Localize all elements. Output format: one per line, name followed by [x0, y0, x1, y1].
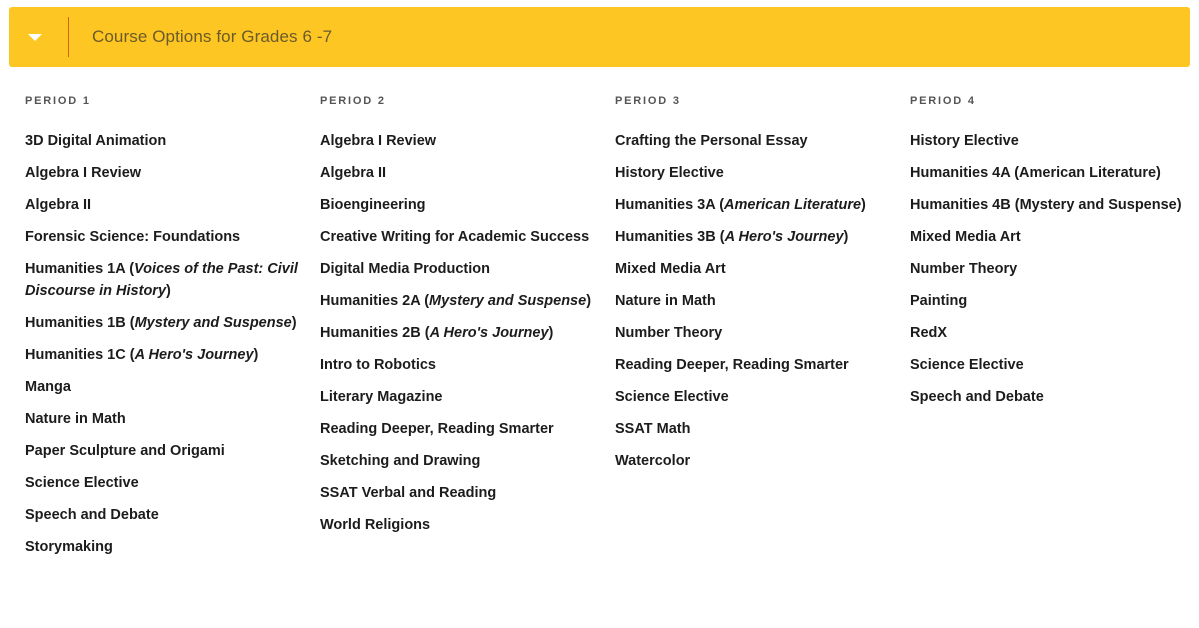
course-item — [25, 162, 305, 184]
course-item — [25, 472, 305, 494]
course-title: ) — [253, 347, 259, 363]
course-title: Humanities 4A (American Literature) — [910, 165, 1161, 181]
course-title: Algebra II — [320, 165, 387, 181]
course-item — [615, 290, 895, 312]
course-title: Science Elective — [910, 357, 1024, 373]
course-list — [615, 130, 895, 472]
course-title: Algebra I Review — [25, 165, 142, 181]
course-item — [320, 162, 600, 184]
course-title: Speech and Debate — [25, 507, 159, 523]
course-list — [320, 130, 600, 536]
course-title: Manga — [25, 379, 71, 395]
course-item — [910, 258, 1190, 280]
course-title: Reading Deeper, Reading Smarter — [615, 357, 849, 373]
course-item — [320, 514, 600, 536]
course-title: Intro to Robotics — [320, 357, 436, 373]
course-title: Number Theory — [910, 261, 1018, 277]
period-heading: PERIOD 3 — [615, 95, 681, 107]
course-title: Creative Writing for Academic Success — [320, 229, 590, 245]
course-item — [615, 226, 895, 248]
accordion-title: Course Options for Grades 6 -7 — [92, 27, 333, 46]
course-item — [25, 408, 305, 430]
course-item — [910, 290, 1190, 312]
period-column-2 — [320, 94, 600, 546]
course-item — [615, 194, 895, 216]
course-subtitle: A Hero's Journey — [429, 325, 549, 341]
course-item — [615, 258, 895, 280]
course-title: SSAT Verbal and Reading — [320, 485, 497, 501]
course-item — [25, 344, 305, 366]
course-title: Painting — [910, 293, 968, 309]
accordion-toggle[interactable] — [9, 17, 69, 57]
course-title: History Elective — [910, 133, 1019, 149]
course-title: Storymaking — [25, 539, 113, 555]
chevron-down-icon[interactable] — [28, 34, 42, 41]
course-title: 3D Digital Animation — [25, 133, 167, 149]
course-title: Nature in Math — [615, 293, 716, 309]
course-item — [910, 226, 1190, 248]
course-title: Algebra I Review — [320, 133, 437, 149]
course-item — [615, 130, 895, 152]
course-item — [25, 376, 305, 398]
course-title: Algebra II — [25, 197, 92, 213]
course-title: Watercolor — [615, 453, 691, 469]
course-item — [910, 386, 1190, 408]
course-title: Mixed Media Art — [615, 261, 726, 277]
course-title: Number Theory — [615, 325, 723, 341]
course-item — [25, 440, 305, 462]
course-item — [910, 194, 1190, 216]
course-subtitle: A Hero's Journey — [134, 347, 254, 363]
period-heading: PERIOD 2 — [320, 95, 386, 107]
course-item — [320, 194, 600, 216]
course-title: ) — [861, 197, 866, 213]
course-item — [910, 130, 1190, 152]
course-item — [910, 322, 1190, 344]
course-item — [615, 354, 895, 376]
course-item — [320, 450, 600, 472]
course-subtitle: American Literature — [724, 197, 862, 213]
course-title: Sketching and Drawing — [320, 453, 481, 469]
course-title: Speech and Debate — [910, 389, 1044, 405]
period-heading: PERIOD 4 — [910, 95, 976, 107]
course-title: World Religions — [320, 517, 431, 533]
course-title: SSAT Math — [615, 421, 691, 437]
course-title: Digital Media Production — [320, 261, 490, 277]
course-item — [320, 482, 600, 504]
course-title: ) — [166, 283, 171, 299]
course-title: Humanities 3A ( — [615, 197, 725, 213]
course-title: Mixed Media Art — [910, 229, 1021, 245]
course-item — [910, 162, 1190, 184]
course-title: Bioengineering — [320, 197, 426, 213]
course-title: Humanities 4B (Mystery and Suspense) — [910, 197, 1182, 213]
course-item — [25, 258, 305, 302]
course-title: RedX — [910, 325, 948, 341]
course-item — [320, 130, 600, 152]
accordion-header[interactable] — [9, 7, 1190, 67]
course-subtitle: Voices of the Past: Civil Discourse in History — [25, 261, 298, 299]
course-item — [25, 130, 305, 152]
course-title: Science Elective — [25, 475, 139, 491]
course-list — [25, 130, 305, 558]
course-title: ) — [548, 325, 554, 341]
course-title: Crafting the Personal Essay — [615, 133, 808, 149]
period-column-4 — [910, 94, 1190, 418]
course-title: Reading Deeper, Reading Smarter — [320, 421, 554, 437]
course-subtitle: Mystery and Suspense — [134, 315, 292, 331]
course-item — [615, 386, 895, 408]
course-title: Paper Sculpture and Origami — [25, 443, 225, 459]
course-item — [25, 194, 305, 216]
course-title: Forensic Science: Foundations — [25, 229, 241, 245]
course-item — [25, 536, 305, 558]
course-item — [615, 418, 895, 440]
course-title: Science Elective — [615, 389, 729, 405]
course-list — [910, 130, 1190, 408]
course-item — [615, 450, 895, 472]
course-item — [910, 354, 1190, 376]
course-item — [615, 162, 895, 184]
course-title: ) — [291, 315, 297, 331]
course-item — [320, 386, 600, 408]
course-title: Humanities 1C ( — [25, 347, 135, 363]
course-title: ) — [843, 229, 849, 245]
course-title: Humanities 2B ( — [320, 325, 430, 341]
course-title: Humanities 1B ( — [25, 315, 135, 331]
course-item — [25, 504, 305, 526]
course-title: ) — [586, 293, 592, 309]
course-item — [320, 322, 600, 344]
course-item — [320, 354, 600, 376]
course-subtitle: A Hero's Journey — [724, 229, 844, 245]
course-item — [320, 258, 600, 280]
period-column-3 — [615, 94, 895, 482]
course-item — [320, 226, 600, 248]
course-item — [320, 418, 600, 440]
course-item — [615, 322, 895, 344]
course-item — [320, 290, 600, 312]
course-title: Humanities 2A ( — [320, 293, 430, 309]
course-item — [25, 226, 305, 248]
course-subtitle: Mystery and Suspense — [429, 293, 587, 309]
course-title: Nature in Math — [25, 411, 126, 427]
course-title: Humanities 3B ( — [615, 229, 725, 245]
course-title: Literary Magazine — [320, 389, 443, 405]
course-item — [25, 312, 305, 334]
course-title: Humanities 1A ( — [25, 261, 135, 277]
course-title: History Elective — [615, 165, 724, 181]
period-column-1 — [25, 94, 305, 568]
period-heading: PERIOD 1 — [25, 95, 91, 107]
